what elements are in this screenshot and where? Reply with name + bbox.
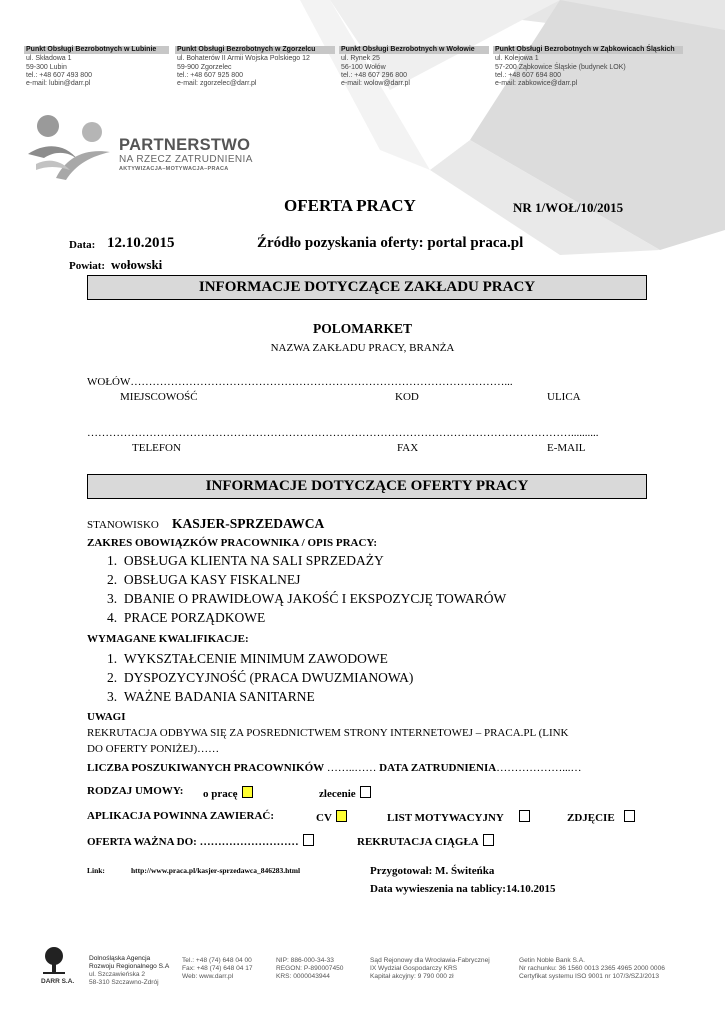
footer-line: Certyfikat systemu ISO 9001 nr 107/3/SZJ/2013 (519, 973, 660, 980)
list-item: 1. OBSŁUGA KLIENTA NA SALI SPRZEDAŻY (107, 553, 384, 568)
valid-until-row[interactable] (87, 834, 314, 848)
cv-checkbox[interactable] (336, 810, 347, 822)
office-phone: tel.: +48 607 296 800 (341, 71, 407, 79)
footer-line: Fax: +48 (74) 648 04 17 (182, 965, 253, 972)
office-title: Punkt Obsługi Bezrobotnych w Wołowie (339, 46, 489, 54)
label-street: ULICA (547, 391, 581, 403)
valid-until-label: OFERTA WAŻNA DO: ……………………… (87, 836, 299, 848)
logo-name: PARTNERSTWO (119, 136, 251, 154)
application-cover-letter[interactable] (387, 810, 530, 824)
contract-option-employment[interactable] (203, 786, 253, 800)
darr-tree-logo-icon (41, 947, 67, 975)
contract-option-mandate[interactable] (319, 786, 371, 800)
duty-text: OBSŁUGA KLIENTA NA SALI SPRZEDAŻY (123, 553, 384, 568)
footer-line: Rozwoju Regionalnego S.A (89, 963, 170, 970)
qualification-text: DYSPOZYCYJNOŚĆ (PRACA DWUZMIANOWA) (123, 670, 414, 685)
contract-option-label: o pracę (203, 788, 238, 800)
logo-tagline: AKTYWIZACJA–MOTYWACJA–PRACA (119, 166, 229, 172)
notes-label: UWAGI (87, 711, 126, 723)
page-title: OFERTA PRACY (284, 196, 416, 215)
office-city: 57-200 Ząbkowice Śląskie (budynek LOK) (495, 63, 626, 71)
company-caption: NAZWA ZAKŁADU PRACY, BRANŻA (270, 342, 455, 354)
offer-number: NR 1/WOŁ/10/2015 (513, 200, 624, 215)
office-address: ul. Kolejowa 1 (495, 55, 539, 63)
label-fax: FAX (397, 442, 419, 454)
office-zgorzelec (175, 46, 335, 88)
position-value: KASJER-SPRZEDAWCA (172, 516, 325, 531)
list-item: 4. PRACE PORZĄDKOWE (107, 610, 266, 625)
office-address: ul. Składowa 1 (26, 55, 72, 63)
start-date-dots: ………………...… (496, 762, 582, 774)
powiat-label: Powiat: (69, 260, 106, 272)
duties-list (107, 551, 506, 627)
qualification-text: WAŻNE BADANIA SANITARNE (123, 689, 315, 704)
list-item: 2. DYSPOZYCYJNOŚĆ (PRACA DWUZMIANOWA) (107, 670, 414, 685)
partnerstwo-logo-icon (26, 112, 112, 182)
office-phone: tel.: +48 607 493 800 (26, 71, 92, 79)
footer-line: KRS: 0000043944 (276, 973, 330, 980)
offer-source: Źródło pozyskania oferty: portal praca.pl (257, 235, 524, 251)
footer-line: 58-310 Szczawno-Zdrój (89, 979, 159, 986)
office-email: e-mail: zabkowice@darr.pl (495, 80, 578, 88)
valid-until-checkbox[interactable] (303, 834, 314, 846)
date-label: Data: (69, 239, 96, 251)
start-date-label: DATA ZATRUDNIENIA (379, 762, 497, 774)
office-title: Punkt Obsługi Bezrobotnych w Zgorzelcu (175, 46, 335, 54)
office-phone: tel.: +48 607 925 800 (177, 71, 243, 79)
qualifications-label: WYMAGANE KWALIFIKACJE: (87, 633, 249, 645)
application-cv[interactable] (316, 810, 347, 824)
position-label: STANOWISKO (87, 519, 159, 531)
footer-line: IX Wydział Gospodarczy KRS (370, 965, 458, 972)
label-email: E-MAIL (547, 442, 586, 454)
application-photo[interactable] (567, 810, 635, 824)
powiat-value: wołowski (111, 257, 163, 272)
footer-line: Kapitał akcyjny: 9 790 000 zł (370, 973, 454, 980)
footer-line: Dolnośląska Agencja (89, 955, 151, 962)
footer-line: Getin Noble Bank S.A. (519, 957, 585, 964)
logo-subtitle: NA RZECZ ZATRUDNIENIA (119, 154, 253, 165)
office-zabkowice (493, 46, 683, 88)
notes-line-1: REKRUTACJA ODBYWA SIĘ ZA POSREDNICTWEM STRONY INTERNETOWEJ – PRACA.PL (LINK (87, 727, 569, 739)
offer-link[interactable]: http://www.praca.pl/kasjer-sprzedawca_846283.html (131, 866, 301, 875)
footer-bank (519, 957, 665, 981)
cover-letter-checkbox[interactable] (519, 810, 530, 822)
office-city: 59-900 Zgorzelec (177, 63, 232, 71)
contract-row (87, 785, 183, 797)
offer-date: 12.10.2015 (107, 235, 175, 251)
office-email: e-mail: zgorzelec@darr.pl (177, 80, 257, 88)
footer-line: REGON: P-890007450 (276, 965, 344, 972)
duty-text: PRACE PORZĄDKOWE (123, 610, 266, 625)
label-phone: TELEFON (132, 442, 181, 454)
office-email: e-mail: wolow@darr.pl (341, 80, 410, 88)
list-item: 1. WYKSZTAŁCENIE MINIMUM ZAWODOWE (107, 651, 388, 666)
city-line: WOŁÓW…………………………………………………………………………………………... (87, 376, 513, 388)
footer-org (89, 955, 169, 987)
footer-ids (276, 957, 343, 981)
photo-label: ZDJĘCIE (567, 812, 615, 824)
footer-line: ul. Szczawieńska 2 (89, 971, 146, 978)
office-title: Punkt Obsługi Bezrobotnych w Lubinie (24, 46, 169, 54)
duty-text: DBANIE O PRAWIDŁOWĄ JAKOŚĆ I EKSPOZYCJĘ TOWARÓW (123, 591, 507, 606)
employment-contract-checkbox[interactable] (242, 786, 253, 798)
section-company-info-heading: INFORMACJE DOTYCZĄCE ZAKŁADU PRACY (87, 275, 647, 300)
footer-line: Web: www.darr.pl (182, 973, 234, 980)
office-city: 56-100 Wołów (341, 63, 386, 71)
application-label: APLIKACJA POWINNA ZAWIERAĆ: (87, 810, 275, 822)
contract-option-label: zlecenie (319, 788, 356, 800)
prepared-by: Przygotował: M. Świteńka (370, 865, 495, 877)
continuous-recruitment-label: REKRUTACJA CIĄGŁA (357, 836, 479, 848)
footer-line: Nr rachunku: 36 1560 0013 2365 4965 2000 0006 (519, 965, 665, 972)
contract-label: RODZAJ UMOWY: (87, 785, 184, 797)
posted-date: Data wywieszenia na tablicy:14.10.2015 (370, 883, 556, 895)
mandate-contract-checkbox[interactable] (360, 786, 371, 798)
qualifications-list (107, 649, 413, 706)
workers-count-label: LICZBA POSZUKIWANYCH PRACOWNIKÓW (87, 762, 325, 774)
footer-contact (182, 957, 253, 981)
link-label: Link: (87, 866, 105, 875)
list-item: 2. OBSŁUGA KASY FISKALNEJ (107, 572, 301, 587)
office-email: e-mail: lubin@darr.pl (26, 80, 91, 88)
cover-letter-label: LIST MOTYWACYJNY (387, 812, 504, 824)
office-city: 59-300 Lubin (26, 63, 67, 71)
footer-line: NIP: 886-000-34-33 (276, 957, 334, 964)
workers-count-dots: ……..…… (326, 762, 377, 774)
list-item: 3. DBANIE O PRAWIDŁOWĄ JAKOŚĆ I EKSPOZYCJĘ TOWARÓW (107, 591, 507, 606)
photo-checkbox[interactable] (624, 810, 635, 822)
footer-line: Sąd Rejonowy dla Wrocławia-Fabrycznej (370, 957, 490, 964)
footer-court (370, 957, 490, 981)
contact-dots-line: …………………………………………………………………………………………………………………….......... (87, 427, 599, 439)
office-title: Punkt Obsługi Bezrobotnych w Ząbkowicach Śląskich (493, 46, 683, 54)
notes-line-2: DO OFERTY PONIŻEJ)…… (87, 743, 220, 755)
qualification-text: WYKSZTAŁCENIE MINIMUM ZAWODOWE (123, 651, 388, 666)
office-address: ul. Bohaterów II Armii Wojska Polskiego 12 (177, 55, 310, 63)
cv-label: CV (316, 812, 332, 824)
section-offer-info-heading: INFORMACJE DOTYCZĄCE OFERTY PRACY (87, 474, 647, 499)
office-wolow (339, 46, 489, 88)
label-postal-code: KOD (395, 391, 419, 403)
list-item: 3. WAŻNE BADANIA SANITARNE (107, 689, 315, 704)
company-name: POLOMARKET (312, 321, 412, 336)
workers-count-row (87, 762, 581, 774)
darr-logo-text: DARR S.A. (41, 978, 75, 985)
office-lubin (24, 46, 169, 88)
continuous-recruitment-row[interactable] (357, 834, 494, 848)
office-address: ul. Rynek 25 (341, 55, 380, 63)
footer-line: Tel.: +48 (74) 648 04 00 (182, 957, 252, 964)
continuous-recruitment-checkbox[interactable] (483, 834, 494, 846)
duty-text: OBSŁUGA KASY FISKALNEJ (123, 572, 301, 587)
duties-label: ZAKRES OBOWIĄZKÓW PRACOWNIKA / OPIS PRACY: (87, 537, 378, 549)
label-city: MIEJSCOWOŚĆ (120, 391, 198, 403)
office-phone: tel.: +48 607 694 800 (495, 71, 561, 79)
